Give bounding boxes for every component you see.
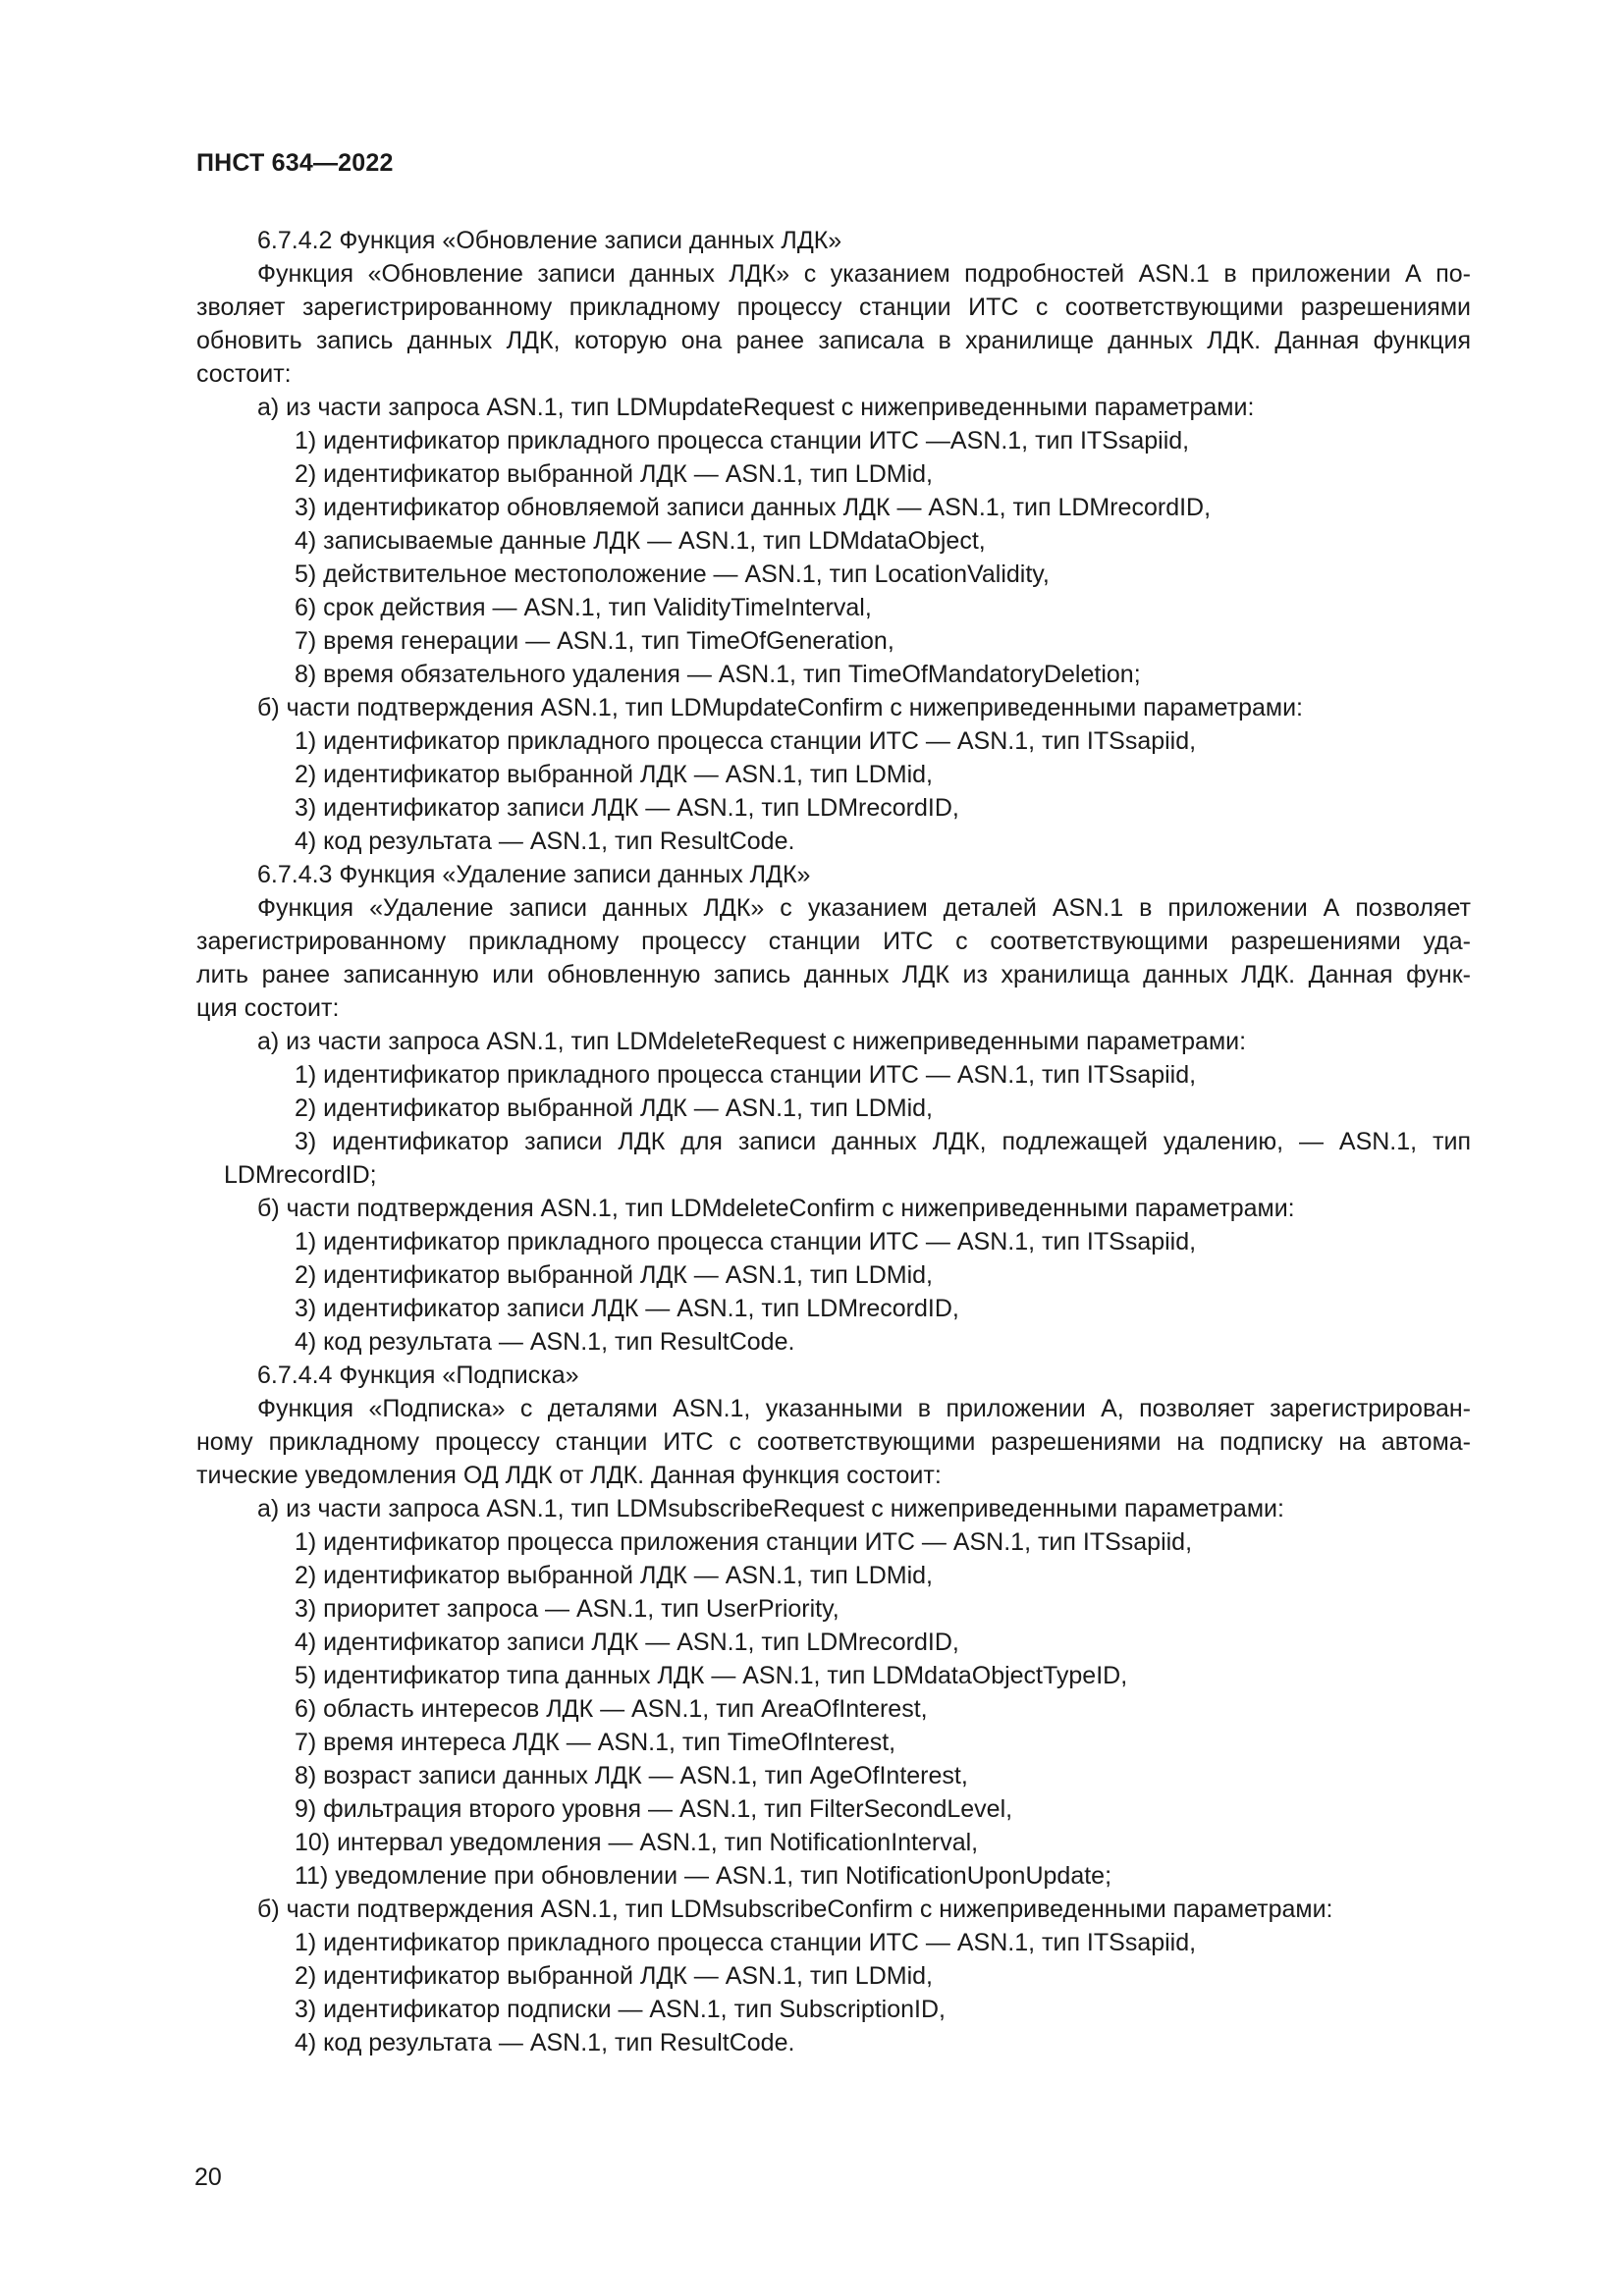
text-line: б) части подтверждения ASN.1, тип LDMsubscribeConfirm с нижеприведенными параметрами:	[257, 1896, 1333, 1923]
text-line: а) из части запроса ASN.1, тип LDMsubscribeRequest с нижеприведенными параметрами:	[257, 1495, 1284, 1522]
text-line: 2) идентификатор выбранной ЛДК — ASN.1, тип LDMid,	[295, 1962, 933, 1990]
page-number: 20	[194, 2163, 222, 2191]
text-line: 7) время генерации — ASN.1, тип TimeOfGeneration,	[295, 627, 894, 655]
text-line: 3) приоритет запроса — ASN.1, тип UserPriority,	[295, 1595, 839, 1623]
text-line: 6) срок действия — ASN.1, тип ValidityTimeInterval,	[295, 594, 872, 621]
text-line: лить ранее записанную или обновленную запись данных ЛДК из хранилища данных ЛДК. Данная функ-	[196, 961, 1471, 988]
text-line: 1) идентификатор прикладного процесса станции ИТС — ASN.1, тип ITSsapiid,	[295, 1929, 1197, 1956]
text-line: LDMrecordID;	[224, 1161, 377, 1189]
text-line: 3) идентификатор записи ЛДК — ASN.1, тип LDMrecordID,	[295, 794, 959, 822]
text-line: 2) идентификатор выбранной ЛДК — ASN.1, тип LDMid,	[295, 1261, 933, 1289]
text-line: 2) идентификатор выбранной ЛДК — ASN.1, тип LDMid,	[295, 1562, 933, 1589]
text-line: а) из части запроса ASN.1, тип LDMupdateRequest с нижеприведенными параметрами:	[257, 394, 1255, 421]
text-line: ному прикладному процессу станции ИТС с соответствующими разрешениями на подписку на автома-	[196, 1428, 1471, 1456]
text-line: б) части подтверждения ASN.1, тип LDMupdateConfirm с нижеприведенными параметрами:	[257, 694, 1303, 721]
text-line: 6) область интересов ЛДК — ASN.1, тип AreaOfInterest,	[295, 1695, 928, 1723]
text-line: состоит:	[196, 360, 292, 388]
text-line: 5) действительное местоположение — ASN.1, тип LocationValidity,	[295, 561, 1050, 588]
text-line: тические уведомления ОД ЛДК от ЛДК. Данная функция состоит:	[196, 1462, 942, 1489]
text-line: Функция «Обновление записи данных ЛДК» с указанием подробностей ASN.1 в приложении А по-	[257, 260, 1471, 288]
text-line: 10) интервал уведомления — ASN.1, тип NotificationInterval,	[295, 1829, 979, 1856]
text-line: 4) записываемые данные ЛДК — ASN.1, тип LDMdataObject,	[295, 527, 986, 555]
text-line: 4) идентификатор записи ЛДК — ASN.1, тип LDMrecordID,	[295, 1629, 959, 1656]
text-line: 1) идентификатор процесса приложения станции ИТС — ASN.1, тип ITSsapiid,	[295, 1528, 1193, 1556]
text-line: 9) фильтрация второго уровня — ASN.1, тип FilterSecondLevel,	[295, 1795, 1013, 1823]
text-line: б) части подтверждения ASN.1, тип LDMdeleteConfirm с нижеприведенными параметрами:	[257, 1195, 1295, 1222]
text-line: 2) идентификатор выбранной ЛДК — ASN.1, тип LDMid,	[295, 460, 933, 488]
text-line: Функция «Подписка» с деталями ASN.1, указанными в приложении А, позволяет зарегистрирован-	[257, 1395, 1471, 1422]
text-line: 3) идентификатор подписки — ASN.1, тип SubscriptionID,	[295, 1996, 946, 2023]
text-line: ция состоит:	[196, 994, 340, 1022]
text-line: обновить запись данных ЛДК, которую она ранее записала в хранилище данных ЛДК. Данная функция	[196, 327, 1471, 354]
text-line: 2) идентификатор выбранной ЛДК — ASN.1, тип LDMid,	[295, 761, 933, 788]
text-line: 8) время обязательного удаления — ASN.1, тип TimeOfMandatoryDeletion;	[295, 661, 1141, 688]
text-line: 4) код результата — ASN.1, тип ResultCode.	[295, 1328, 795, 1356]
text-line: зарегистрированному прикладному процессу станции ИТС с соответствующими разрешениями уда-	[196, 928, 1471, 955]
text-line: зволяет зарегистрированному прикладному процессу станции ИТС с соответствующими разрешениями	[196, 294, 1471, 321]
text-line: а) из части запроса ASN.1, тип LDMdeleteRequest с нижеприведенными параметрами:	[257, 1028, 1247, 1055]
text-line: 6.7.4.3 Функция «Удаление записи данных ЛДК»	[257, 861, 811, 888]
document-header: ПНСТ 634—2022	[196, 149, 394, 177]
text-line: Функция «Удаление записи данных ЛДК» с указанием деталей ASN.1 в приложении А позволяет	[257, 894, 1471, 922]
text-line: 3) идентификатор записи ЛДК — ASN.1, тип LDMrecordID,	[295, 1295, 959, 1322]
text-line: 1) идентификатор прикладного процесса станции ИТС —ASN.1, тип ITSsapiid,	[295, 427, 1190, 454]
text-line: 6.7.4.4 Функция «Подписка»	[257, 1362, 579, 1389]
text-line: 1) идентификатор прикладного процесса станции ИТС — ASN.1, тип ITSsapiid,	[295, 1061, 1197, 1089]
text-line: 4) код результата — ASN.1, тип ResultCode.	[295, 2029, 795, 2056]
text-line: 2) идентификатор выбранной ЛДК — ASN.1, тип LDMid,	[295, 1095, 933, 1122]
text-line: 4) код результата — ASN.1, тип ResultCode.	[295, 828, 795, 855]
text-line: 1) идентификатор прикладного процесса станции ИТС — ASN.1, тип ITSsapiid,	[295, 727, 1197, 755]
text-line: 5) идентификатор типа данных ЛДК — ASN.1, тип LDMdataObjectTypeID,	[295, 1662, 1128, 1689]
text-line: 11) уведомление при обновлении — ASN.1, тип NotificationUponUpdate;	[295, 1862, 1112, 1890]
text-line: 7) время интереса ЛДК — ASN.1, тип TimeOfInterest,	[295, 1729, 896, 1756]
text-line: 8) возраст записи данных ЛДК — ASN.1, тип AgeOfInterest,	[295, 1762, 968, 1789]
text-line: 1) идентификатор прикладного процесса станции ИТС — ASN.1, тип ITSsapiid,	[295, 1228, 1197, 1255]
text-line: 6.7.4.2 Функция «Обновление записи данных ЛДК»	[257, 227, 842, 254]
text-line: 3) идентификатор обновляемой записи данных ЛДК — ASN.1, тип LDMrecordID,	[295, 494, 1212, 521]
text-line: 3) идентификатор записи ЛДК для записи данных ЛДК, подлежащей удалению, — ASN.1, тип	[295, 1128, 1471, 1155]
